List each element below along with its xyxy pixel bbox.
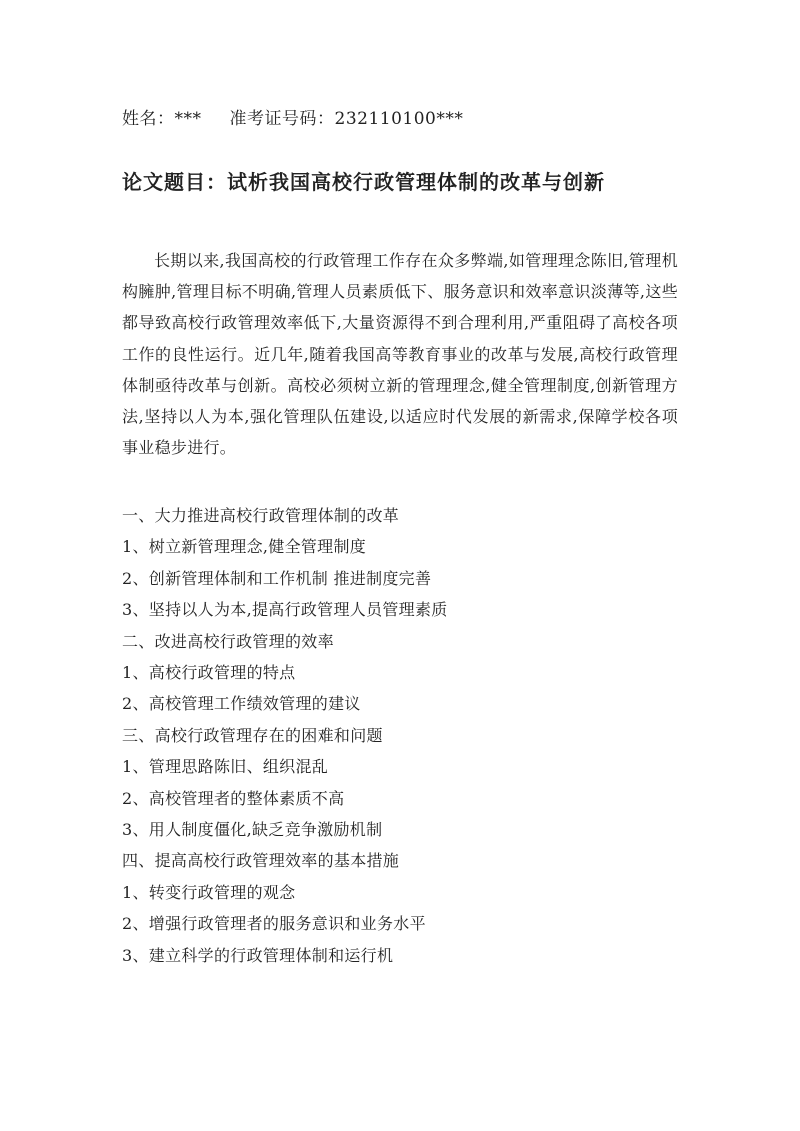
outline-item: 2、创新管理体制和工作机制 推进制度完善 — [122, 568, 432, 588]
outline-item: 1、高校行政管理的特点 — [122, 663, 296, 683]
outline-item: 1、树立新管理理念,健全管理制度 — [122, 537, 367, 557]
outline-item: 2、高校管理者的整体素质不高 — [122, 788, 345, 808]
outline-item: 3、坚持以人为本,提高行政管理人员管理素质 — [122, 600, 448, 620]
outline-item: 四、提高高校行政管理效率的基本措施 — [122, 851, 400, 871]
header-line — [122, 106, 463, 132]
outline-item: 一、大力推进高校行政管理体制的改革 — [122, 506, 400, 525]
outline-item: 二、改进高校行政管理的效率 — [122, 631, 334, 651]
outline-item: 2、增强行政管理者的服务意识和业务水平 — [122, 914, 426, 934]
outline-list — [122, 500, 448, 971]
outline-item: 2、高校管理工作绩效管理的建议 — [122, 694, 361, 714]
outline-item: 三、高校行政管理存在的困难和问题 — [122, 725, 383, 745]
exam-number: 准考证号码：232110100*** — [229, 109, 464, 129]
outline-item: 1、转变行政管理的观念 — [122, 882, 296, 902]
outline-item: 3、建立科学的行政管理体制和运行机 — [122, 945, 394, 965]
student-name: 姓名：*** — [122, 109, 202, 129]
abstract-paragraph: 长期以来,我国高校的行政管理工作存在众多弊端,如管理理念陈旧,管理机构臃肿,管理目标不明确,管理人员素质低下、服务意识和效率意识淡薄等,这些都导致高校行政管理效率低下,大量资源得不到合理利用,严重阻碍了高校各项工作的良性运行。近几年,随着我国高等教育事业的改革与发展,高校行政管理体制亟待改革与创新。高校必须树立新的管理理念,健全管理制度,创新管理方法,坚持以人为本,强化管理队伍建设,以适应时代发展的新需求,保障学校各项事业稳步进行。 — [122, 251, 678, 458]
outline-item: 1、管理思路陈旧、组织混乱 — [122, 757, 329, 777]
outline-item: 3、用人制度僵化,缺乏竞争激励机制 — [122, 820, 383, 840]
paper-title: 论文题目：试析我国高校行政管理体制的改革与创新 — [122, 170, 605, 194]
